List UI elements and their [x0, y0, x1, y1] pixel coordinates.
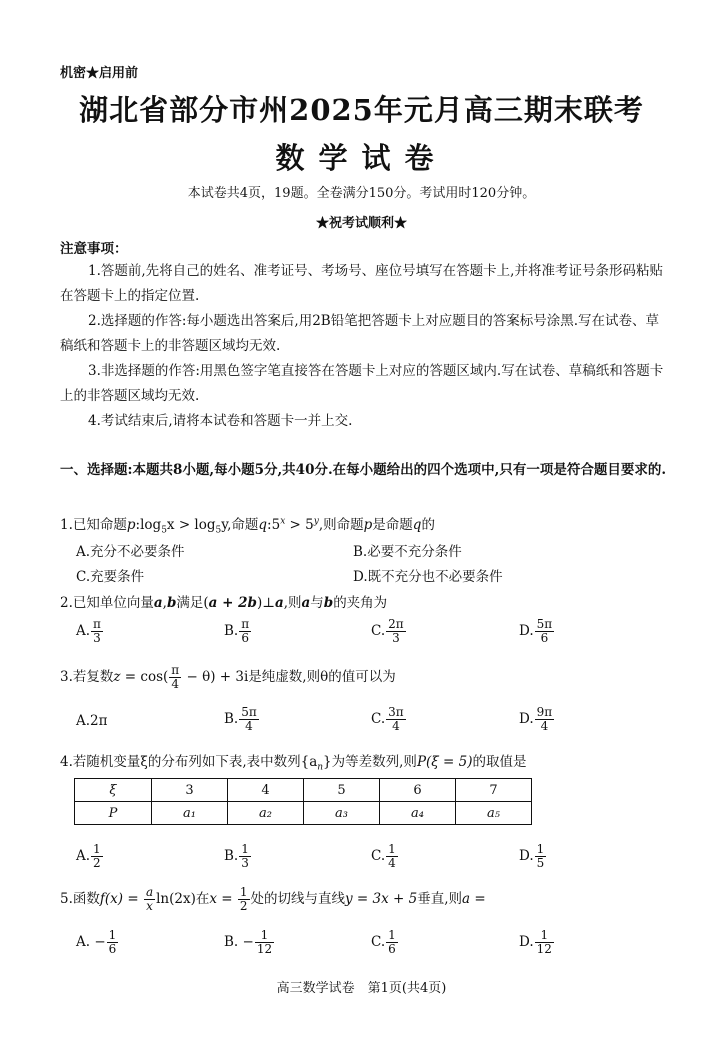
- table-cell: P: [75, 802, 152, 825]
- q2-option-b: B. $\frac{\pi}{6}$: [224, 617, 250, 645]
- q2-option-a: A. $\frac{\pi}{3}$: [76, 617, 101, 645]
- question-5-stem: 5.函数f(x) = $\frac{a}{x}$ ln(2x)在x = $\frac{1}{2}$ 处的切线与直线y = 3x + 5垂直,则a =: [60, 885, 486, 913]
- table-cell: a₁: [152, 802, 228, 825]
- exam-title: 湖北省部分市州2025年元月高三期末联考: [79, 93, 644, 127]
- page-footer: 高三数学试卷 第1页(共4页): [276, 981, 447, 996]
- q1-option-b: B.必要不充分条件: [353, 544, 462, 560]
- table-cell: 3: [152, 779, 228, 802]
- q1-option-c: C.充要条件: [76, 569, 145, 585]
- q2-option-c: C. $\frac{2\pi}{3}$: [371, 617, 404, 645]
- q4-option-c: C. $\frac{1}{4}$: [371, 842, 396, 870]
- note-item-2: 2.选择题的作答:每小题选出答案后,用2B铅笔把答题卡上对应题目的答案标号涂黑.写在试卷、草稿纸和答题卡上的非答题区域均无效.: [60, 313, 660, 354]
- table-cell: a₃: [304, 802, 380, 825]
- question-2-stem: 2.已知单位向量a,b满足(a + 2b)⊥a,则a与b的夹角为: [60, 595, 388, 611]
- q4-option-b: B. $\frac{1}{3}$: [224, 842, 249, 870]
- notes-heading: 注意事项：: [60, 241, 128, 257]
- q2-option-d: D. $\frac{5\pi}{6}$: [519, 617, 553, 645]
- good-luck-line: ★祝考试顺利★: [315, 216, 407, 231]
- confidential-mark: 机密★启用前: [60, 66, 139, 81]
- q1-option-a: A.充分不必要条件: [76, 544, 185, 560]
- table-cell: 7: [456, 779, 532, 802]
- q5-option-a: A. − $\frac{1}{6}$: [76, 928, 117, 956]
- q3-option-c: C. $\frac{3\pi}{4}$: [371, 705, 404, 733]
- table-cell: 6: [380, 779, 456, 802]
- subject-title: 数学试卷: [275, 141, 448, 175]
- section-1-heading: 一、选择题:本题共8小题,每小题5分,共40分.在每小题给出的四个选项中,只有一项是符合题目要求的.: [60, 462, 667, 478]
- table-cell: a₅: [456, 802, 532, 825]
- q5-option-d: D. $\frac{1}{12}$: [519, 928, 552, 956]
- q4-option-a: A. $\frac{1}{2}$: [76, 842, 101, 870]
- table-cell: a₄: [380, 802, 456, 825]
- table-cell: 5: [304, 779, 380, 802]
- table-row: [75, 779, 532, 802]
- distribution-table: [74, 778, 532, 825]
- note-item-3: 3.非选择题的作答:用黑色签字笔直接答在答题卡上对应的答题区域内.写在试卷、草稿纸和答题卡上的非答题区域均无效.: [60, 363, 664, 404]
- table-row: [75, 802, 532, 825]
- note-item-4: 4.考试结束后,请将本试卷和答题卡一并上交.: [88, 413, 353, 429]
- q3-option-d: D. $\frac{9\pi}{4}$: [519, 705, 553, 733]
- q1-option-d: D.既不充分也不必要条件: [353, 569, 503, 585]
- question-3-stem: 3.若复数z = cos( $\frac{\pi}{4}$ − θ) + 3i是纯虚数,则θ的值可以为: [60, 663, 396, 691]
- exam-meta: 本试卷共4页，19题。全卷满分150分。考试用时120分钟。: [187, 186, 536, 201]
- question-1-stem: 1.已知命题$p:\log_5x > \log_5y$,命题$q:5^x > 5^y$,则命题p是命题q的: [60, 516, 435, 536]
- table-cell: 4: [228, 779, 304, 802]
- note-item-1: 1.答题前,先将自己的姓名、准考证号、考场号、座位号填写在答题卡上,并将准考证号条形码粘贴在答题卡上的指定位置.: [60, 263, 663, 304]
- table-cell: ξ: [75, 779, 152, 802]
- table-cell: a₂: [228, 802, 304, 825]
- q5-option-c: C. $\frac{1}{6}$: [371, 928, 396, 956]
- q4-option-d: D. $\frac{1}{5}$: [519, 842, 545, 870]
- q3-option-a: A.2π: [76, 713, 108, 729]
- question-4-stem: 4.若随机变量ξ的分布列如下表,表中数列$\{a_n\}$为等差数列,则P(ξ = 5)的取值是: [60, 754, 527, 773]
- q3-option-b: B. $\frac{5\pi}{4}$: [224, 705, 257, 733]
- q5-option-b: B. − $\frac{1}{12}$: [224, 928, 273, 956]
